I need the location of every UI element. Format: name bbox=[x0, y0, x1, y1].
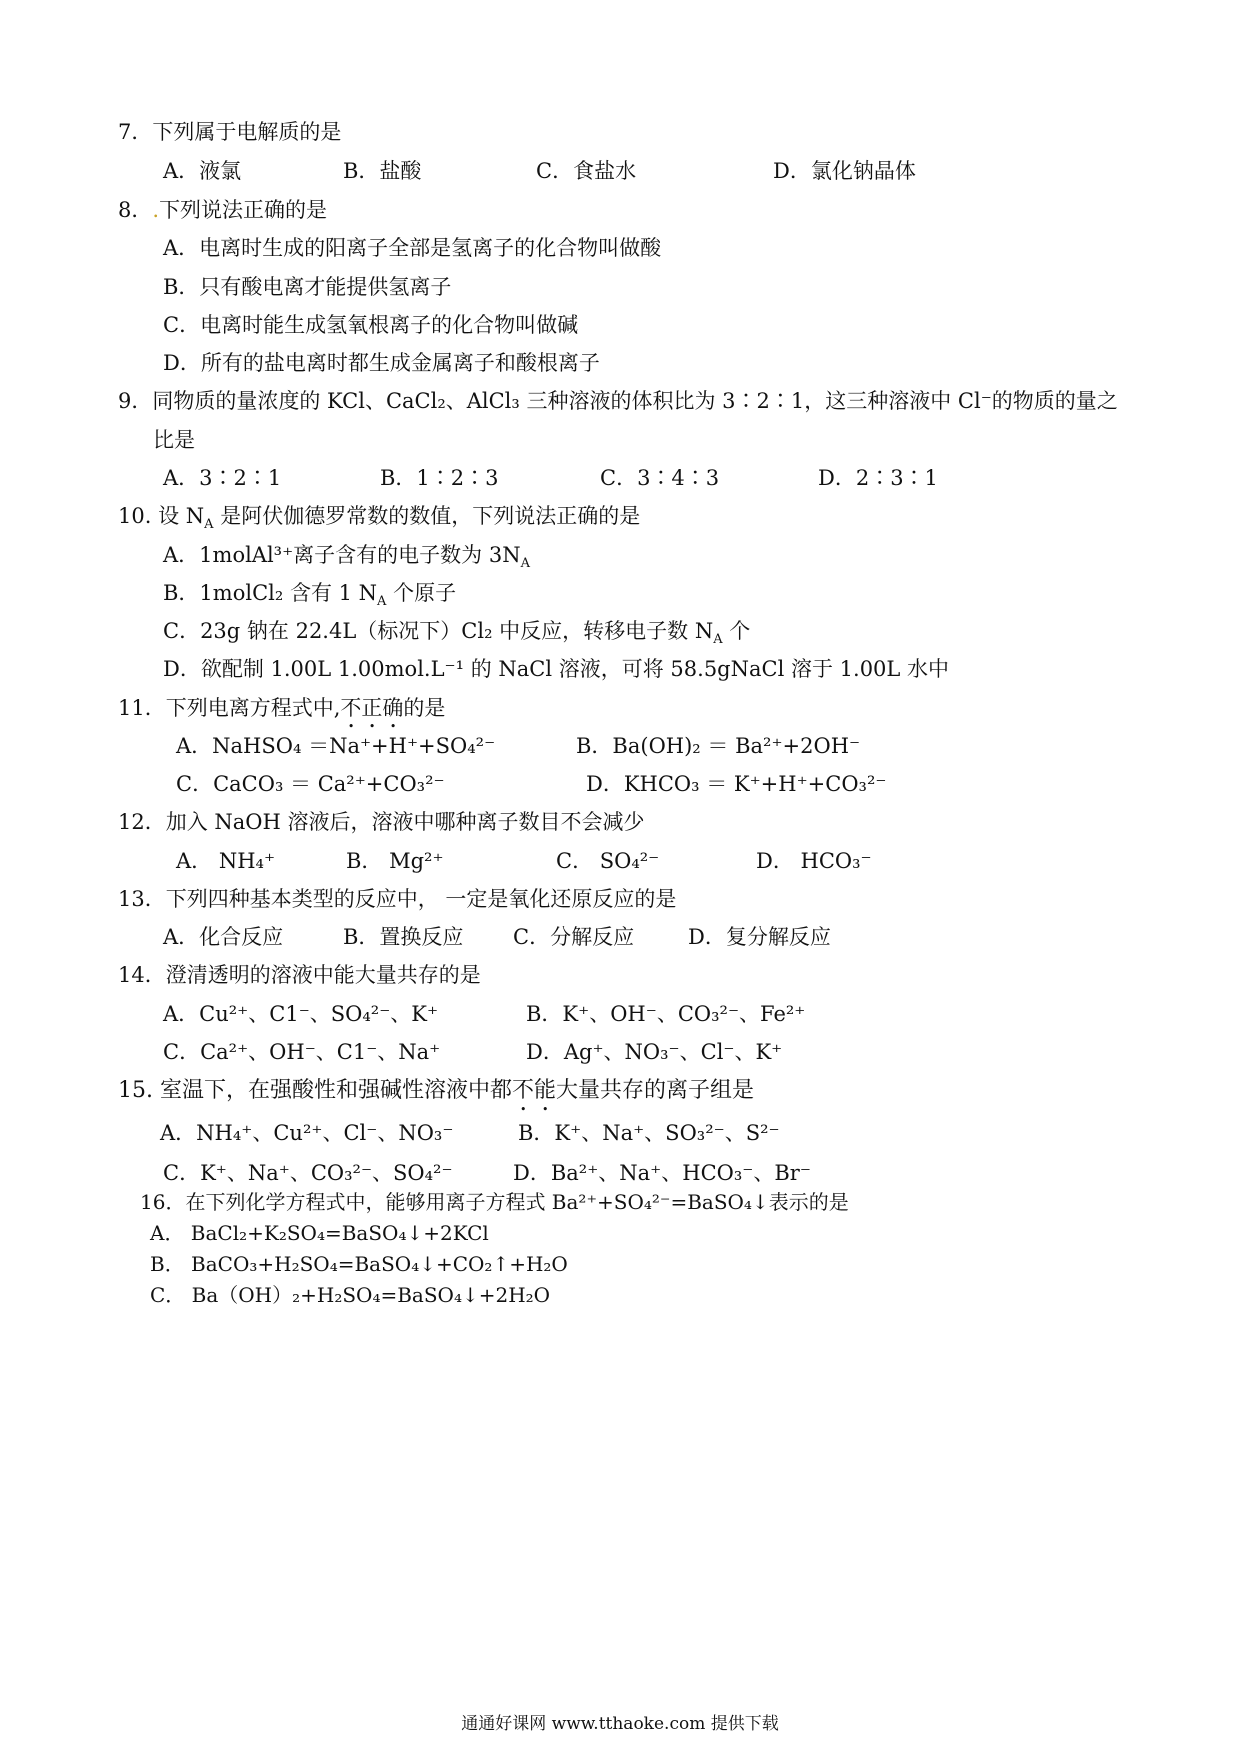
q15-option-b: B．K⁺、Na⁺、SO₃²⁻、S²⁻ bbox=[518, 1121, 780, 1145]
question-10-stem: 10. 设 $N_A$ 是阿伏伽德罗常数的数值，下列说法正确的是 bbox=[118, 504, 641, 533]
question-15-emphasis: 不能 bbox=[511, 1078, 556, 1103]
question-13-stem: 13．下列四种基本类型的反应中， 一定是氧化还原反应的是 bbox=[118, 887, 677, 911]
q15-option-a: A．NH₄⁺、Cu²⁺、Cl⁻、NO₃⁻ bbox=[160, 1121, 454, 1145]
q10-option-d: D．欲配制 1.00L 1.00mol.L⁻¹ 的 NaCl 溶液，可将 58.5gNaCl 溶于 1.00L 水中 bbox=[163, 657, 950, 681]
q11-option-c: C．CaCO₃ ＝ Ca²⁺+CO₃²⁻ bbox=[176, 772, 445, 796]
q10-option-c: C．23g 钠在 22.4L（标况下）Cl₂ 中反应，转移电子数 $N_A$ 个 bbox=[163, 619, 751, 648]
q10-option-b: B．1molCl₂ 含有 1 $N_A$ 个原子 bbox=[163, 581, 457, 610]
question-15-stem-post: 大量共存的离子组是 bbox=[556, 1078, 755, 1103]
q13-option-a: A．化合反应 bbox=[163, 925, 284, 949]
q15-option-c: C．K⁺、Na⁺、CO₃²⁻、SO₄²⁻ bbox=[163, 1161, 453, 1185]
q12-option-b: B． Mg²⁺ bbox=[346, 849, 444, 873]
q9-option-b: B．1∶2∶3 bbox=[380, 466, 499, 490]
q16-option-b: B． BaCO₃+H₂SO₄=BaSO₄↓+CO₂↑+H₂O bbox=[150, 1252, 568, 1276]
q13-option-d: D．复分解反应 bbox=[688, 925, 831, 949]
q9-option-d: D．2∶3∶1 bbox=[818, 466, 938, 490]
q13-option-b: B．置换反应 bbox=[343, 925, 464, 949]
page-footer: 通通好课网 www.tthaoke.com 提供下载 bbox=[461, 1714, 779, 1734]
q16-option-a: A． BaCl₂+K₂SO₄=BaSO₄↓+2KCl bbox=[150, 1221, 489, 1245]
q8-option-c: C．电离时能生成氢氧根离子的化合物叫做碱 bbox=[163, 313, 579, 337]
question-12-stem: 12．加入 NaOH 溶液后，溶液中哪种离子数目不会减少 bbox=[118, 810, 645, 834]
q16-option-c: C． Ba（OH）₂+H₂SO₄=BaSO₄↓+2H₂O bbox=[150, 1283, 551, 1307]
question-16-stem: 16．在下列化学方程式中，能够用离子方程式 Ba²⁺+SO₄²⁻=BaSO₄↓表示的是 bbox=[140, 1190, 849, 1214]
q14-option-b: B．K⁺、OH⁻、CO₃²⁻、Fe²⁺ bbox=[526, 1002, 806, 1026]
question-9-stem-line2: 比是 bbox=[153, 428, 195, 452]
q15-option-d: D．Ba²⁺、Na⁺、HCO₃⁻、Br⁻ bbox=[513, 1161, 811, 1185]
q8-option-d: D．所有的盐电离时都生成金属离子和酸根离子 bbox=[163, 351, 600, 375]
q8-option-a: A．电离时生成的阳离子全部是氢离子的化合物叫做酸 bbox=[163, 236, 662, 260]
question-9-stem-line1: 9．同物质的量浓度的 KCl、CaCl₂、AlCl₃ 三种溶液的体积比为 3∶2∶1，这三种溶液中 Cl⁻的物质的量之 bbox=[118, 389, 1118, 413]
q12-option-d: D． HCO₃⁻ bbox=[756, 849, 872, 873]
q11-option-d: D．KHCO₃ ＝ K⁺+H⁺+CO₃²⁻ bbox=[586, 772, 887, 796]
q12-option-a: A． NH₄⁺ bbox=[176, 849, 276, 873]
q11-option-b: B．Ba(OH)₂ ＝ Ba²⁺+2OH⁻ bbox=[576, 734, 861, 758]
question-7-stem: 7．下列属于电解质的是 bbox=[118, 120, 342, 144]
question-8-stem: 8．.下列说法正确的是 bbox=[118, 198, 328, 222]
q7-option-d: D．氯化钠晶体 bbox=[773, 159, 916, 183]
question-8-number: 8． bbox=[118, 198, 153, 222]
q9-option-a: A．3∶2∶1 bbox=[163, 466, 282, 490]
question-14-stem: 14．澄清透明的溶液中能大量共存的是 bbox=[118, 963, 481, 987]
q11-option-a: A．NaHSO₄ ＝Na⁺+H⁺+SO₄²⁻ bbox=[176, 734, 496, 758]
q13-option-c: C．分解反应 bbox=[513, 925, 635, 949]
question-11-stem-pre: 11．下列电离方程式中, bbox=[118, 696, 341, 720]
question-11-stem-post: 的是 bbox=[403, 696, 446, 720]
q9-option-c: C．3∶4∶3 bbox=[600, 466, 720, 490]
q14-option-a: A．Cu²⁺、C1⁻、SO₄²⁻、K⁺ bbox=[163, 1002, 439, 1026]
question-11-stem bbox=[118, 694, 445, 733]
q7-option-c: C．食盐水 bbox=[536, 159, 637, 183]
question-8-text: 下列说法正确的是 bbox=[159, 198, 328, 222]
q14-option-d: D．Ag⁺、NO₃⁻、Cl⁻、K⁺ bbox=[526, 1040, 783, 1064]
q12-option-c: C． SO₄²⁻ bbox=[556, 849, 660, 873]
q10-option-a: A．1molAl³⁺离子含有的电子数为 $3N_A$ bbox=[163, 543, 530, 572]
question-15-stem-pre: 15. 室温下，在强酸性和强碱性溶液中都 bbox=[118, 1078, 512, 1103]
question-11-emphasis: 不正确 bbox=[340, 696, 404, 720]
q7-option-b: B．盐酸 bbox=[343, 159, 422, 183]
question-15-stem bbox=[118, 1077, 754, 1116]
q8-option-b: B．只有酸电离才能提供氢离子 bbox=[163, 275, 452, 299]
q14-option-c: C．Ca²⁺、OH⁻、C1⁻、Na⁺ bbox=[163, 1040, 441, 1064]
q7-option-a: A．液氯 bbox=[163, 159, 242, 183]
